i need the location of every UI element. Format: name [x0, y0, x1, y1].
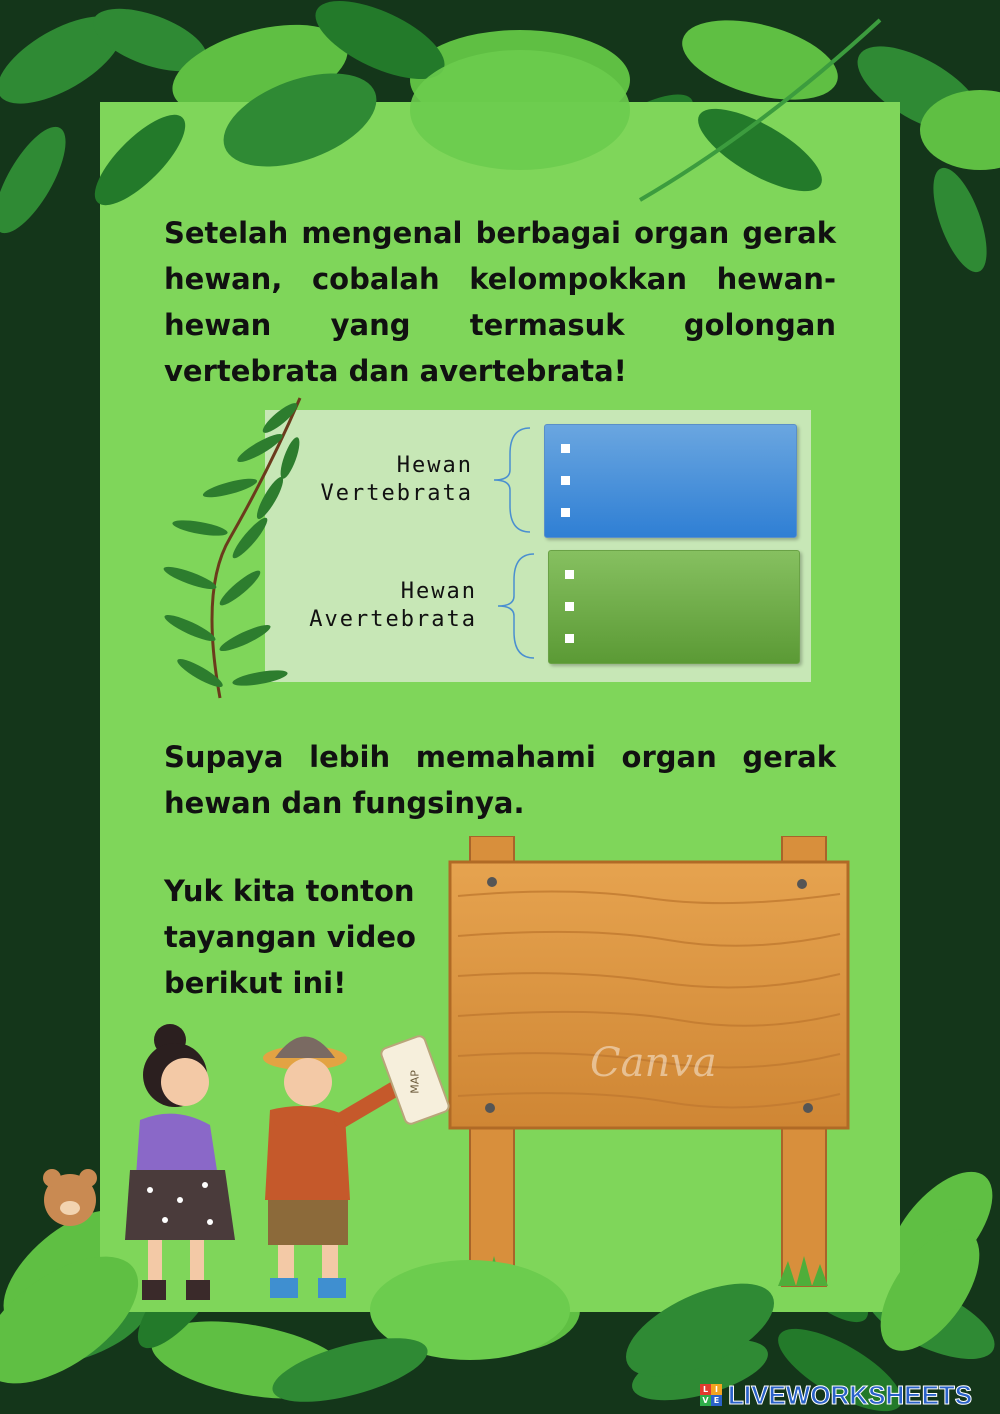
- avertebrata-bullet-1: [565, 570, 574, 579]
- label-avertebrata-line1: Hewan: [400, 579, 477, 604]
- label-vertebrata-line1: Hewan: [396, 453, 473, 478]
- vertebrata-answer-box[interactable]: [544, 424, 797, 538]
- canva-watermark: Canva: [590, 1040, 717, 1086]
- note-paragraph: Supaya lebih memahami organ gerak hewan dan fungsinya.: [164, 740, 836, 820]
- label-hewan-avertebrata: [265, 578, 477, 634]
- label-avertebrata-line2: Avertebrata: [309, 607, 477, 632]
- video-prompt-paragraph: Yuk kita tonton tayangan video berikut ini!: [164, 874, 416, 1000]
- top-leaves: [0, 0, 1000, 230]
- brace-avertebrata: [494, 550, 544, 662]
- vertebrata-bullet-3: [561, 508, 570, 517]
- label-hewan-vertebrata: [265, 452, 473, 508]
- map-scroll-label: MAP: [408, 1070, 422, 1094]
- liveworksheets-wordmark: LIVEWORKSHEETS: [728, 1379, 973, 1410]
- intro-paragraph: Setelah mengenal berbagai organ gerak hewan, cobalah kelompokkan hewan-hewan yang termasuk golongan vertebrata dan avertebrata!: [164, 216, 836, 388]
- vertebrata-bullet-2: [561, 476, 570, 485]
- avertebrata-bullet-2: [565, 602, 574, 611]
- liveworksheets-logo-icon: L I V E: [700, 1384, 722, 1406]
- vertebrata-bullet-1: [561, 444, 570, 453]
- avertebrata-bullet-3: [565, 634, 574, 643]
- liveworksheets-brand: [700, 1380, 972, 1410]
- avertebrata-answer-box[interactable]: [548, 550, 800, 664]
- fern-branch-illustration: [160, 388, 320, 708]
- brace-vertebrata: [490, 424, 540, 536]
- label-vertebrata-line2: Vertebrata: [320, 481, 473, 506]
